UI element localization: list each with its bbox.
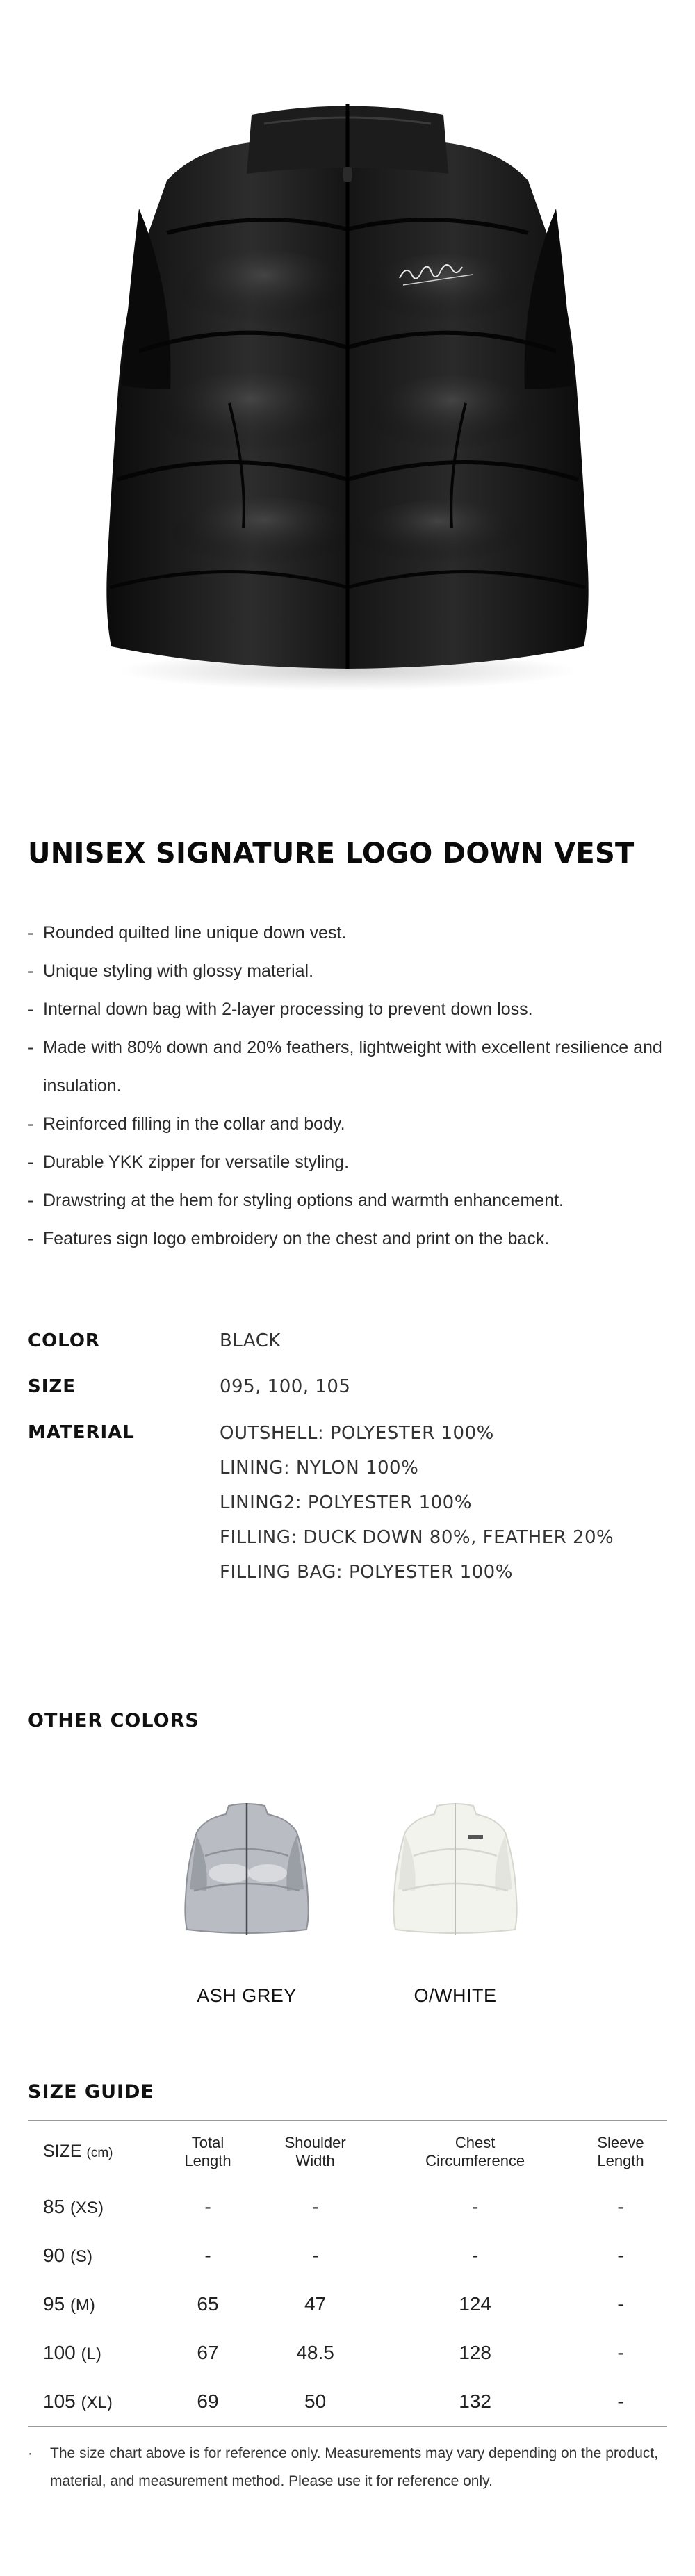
other-colors-heading: OTHER COLORS (28, 1710, 199, 1731)
feature-list (28, 914, 688, 1258)
table-row (28, 2231, 667, 2280)
size-value: 90 (43, 2244, 65, 2266)
note-text: The size chart above is for reference only. Measurements may vary depending on the product, material, and measurement method. Please use it for reference only. (50, 2445, 659, 2489)
feature-item: - Made with 80% down and 20% feathers, lightweight with excellent resilience and insulation. (28, 1029, 688, 1105)
product-image (0, 0, 695, 772)
material-line: LINING2: POLYESTER 100% (220, 1492, 472, 1513)
material-line: OUTSHELL: POLYESTER 100% (220, 1423, 494, 1444)
material-line: FILLING: DUCK DOWN 80%, FEATHER 20% (220, 1527, 614, 1548)
table-cell: 132 (459, 2390, 491, 2412)
size-cell (28, 2231, 161, 2280)
vest-thumbnail-icon (386, 1793, 525, 1939)
table-cell: - (471, 2196, 479, 2217)
spec-row-material (28, 1416, 667, 1590)
table-cell: 67 (197, 2342, 219, 2363)
size-value: 105 (43, 2390, 76, 2412)
column-header (376, 2121, 574, 2183)
table-cell: - (617, 2244, 624, 2266)
size-guide-note (28, 2440, 674, 2495)
table-header-row (28, 2121, 667, 2183)
table-cell: - (311, 2244, 319, 2266)
spec-row-color (28, 1324, 667, 1358)
feature-item: - Rounded quilted line unique down vest. (28, 914, 688, 952)
table-row (28, 2183, 667, 2231)
size-guide-table (28, 2120, 667, 2427)
spec-value: BLACK (220, 1330, 281, 1351)
table-row (28, 2280, 667, 2329)
note-bullet: · (28, 2445, 33, 2461)
column-header (574, 2121, 667, 2183)
table-cell: - (204, 2196, 211, 2217)
table-cell: - (617, 2390, 624, 2412)
table-cell: - (617, 2342, 624, 2363)
material-line: FILLING BAG: POLYESTER 100% (220, 1562, 513, 1583)
size-cell (28, 2329, 161, 2377)
column-header-line: Sleeve (597, 2134, 644, 2151)
spec-row-size (28, 1370, 667, 1403)
spec-label: SIZE (28, 1376, 76, 1397)
feature-item: - Unique styling with glossy material. (28, 952, 688, 991)
down-vest-image (0, 0, 695, 772)
table-cell: 128 (459, 2342, 491, 2363)
table-row (28, 2329, 667, 2377)
material-line: LINING: NYLON 100% (220, 1458, 419, 1478)
feature-item: - Drawstring at the hem for styling options and warmth enhancement. (28, 1182, 688, 1220)
feature-item: - Internal down bag with 2-layer processing to prevent down loss. (28, 991, 688, 1029)
table-cell: 48.5 (296, 2342, 334, 2363)
size-tag: (XL) (81, 2393, 113, 2412)
size-tag: (L) (81, 2345, 101, 2363)
column-header-line: Circumference (425, 2152, 525, 2169)
table-cell: 50 (304, 2390, 327, 2412)
size-value: 100 (43, 2342, 76, 2363)
column-header-line: Length (597, 2152, 644, 2169)
table-cell: - (311, 2196, 319, 2217)
table-cell: 65 (197, 2293, 219, 2315)
table-row (28, 2377, 667, 2427)
column-header-size (28, 2121, 161, 2183)
column-header-line: Length (184, 2152, 231, 2169)
column-header-line: Total (191, 2134, 224, 2151)
size-cell (28, 2377, 161, 2427)
table-cell: - (471, 2244, 479, 2266)
table-cell: 124 (459, 2293, 491, 2315)
spec-label: MATERIAL (28, 1422, 135, 1443)
color-option-o-white[interactable] (375, 1793, 535, 2007)
unit-label: (cm) (86, 2145, 113, 2160)
product-title: UNISEX SIGNATURE LOGO DOWN VEST (28, 838, 635, 870)
size-value: 85 (43, 2196, 65, 2217)
color-option-label: ASH GREY (197, 1985, 297, 2006)
table-cell: 47 (304, 2293, 327, 2315)
column-header (254, 2121, 376, 2183)
color-option-ash-grey[interactable] (167, 1793, 327, 2007)
feature-item: - Durable YKK zipper for versatile styling. (28, 1143, 688, 1182)
material-list (220, 1416, 614, 1590)
table-cell: - (617, 2196, 624, 2217)
table-cell: - (617, 2293, 624, 2315)
table-cell: 69 (197, 2390, 219, 2412)
column-header-line: Shoulder (284, 2134, 346, 2151)
spec-value: 095, 100, 105 (220, 1376, 351, 1397)
column-header-line: Chest (455, 2134, 496, 2151)
feature-item: - Features sign logo embroidery on the chest and print on the back. (28, 1220, 688, 1258)
size-tag: (M) (70, 2296, 95, 2315)
size-value: 95 (43, 2293, 65, 2315)
spec-table (28, 1324, 667, 1602)
size-cell (28, 2280, 161, 2329)
size-tag: (XS) (70, 2199, 104, 2217)
spec-label: COLOR (28, 1330, 100, 1351)
size-cell (28, 2183, 161, 2231)
feature-item: - Reinforced filling in the collar and body. (28, 1105, 688, 1143)
vest-thumbnail-icon (177, 1793, 316, 1939)
size-header-label: SIZE (43, 2141, 82, 2161)
size-tag: (S) (70, 2247, 92, 2266)
column-header (161, 2121, 254, 2183)
size-guide-heading: SIZE GUIDE (28, 2081, 154, 2103)
color-option-label: O/WHITE (414, 1985, 497, 2006)
table-cell: - (204, 2244, 211, 2266)
column-header-line: Width (295, 2152, 335, 2169)
